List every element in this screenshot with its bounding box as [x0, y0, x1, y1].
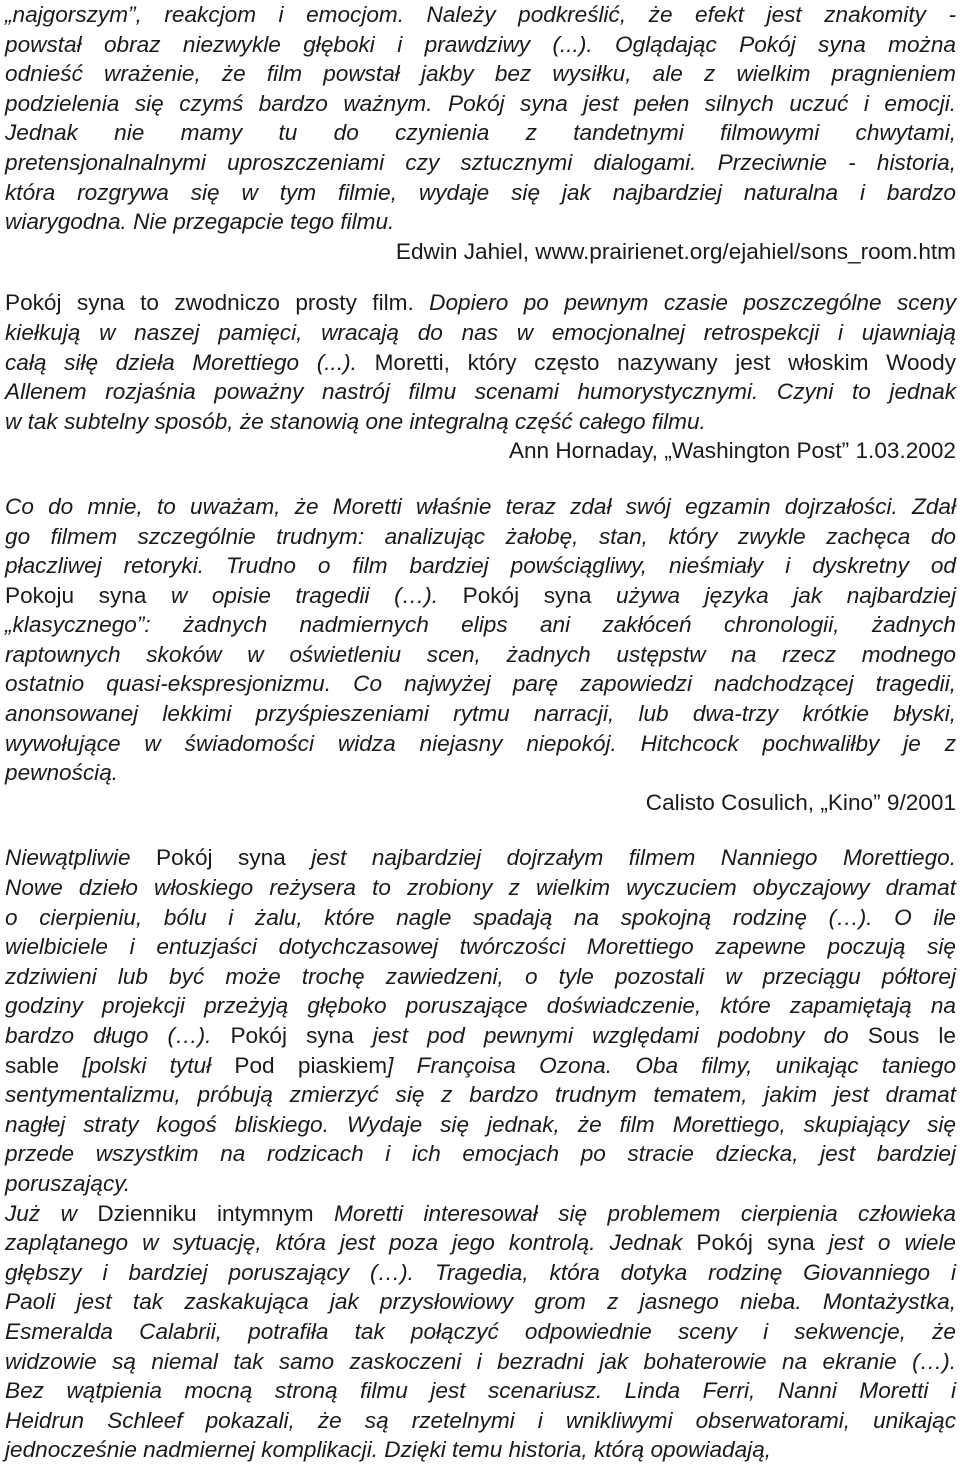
- italic-text: używa języka jak najbardziej: [591, 582, 956, 608]
- title-text: Moretti, który często nazywany jest włoskim Woody: [356, 349, 956, 375]
- title-text: Pokoju syna: [5, 582, 147, 608]
- italic-text: która rozgrywa się w tym filmie, wydaje się jak najbardziej naturalna i bardzo: [5, 179, 956, 205]
- italic-text: sentymentalizmu, próbują zmierzyć się z bardzo trudnym tematem, jakim jest dramat: [5, 1082, 956, 1108]
- italic-text: anonsowanej lekkimi przyśpieszeniami rytmu narracji, lub dwa-trzy krótkie błyski,: [5, 701, 956, 727]
- review-1-source: Edwin Jahiel, www.prairienet.org/ejahiel/sons_room.htm: [395, 238, 956, 264]
- italic-text: „klasycznego”: żadnych nadmiernych elips ani zakłóceń chronologii, żadnych: [5, 612, 956, 638]
- title-text: Dzienniku intymnym: [97, 1200, 314, 1226]
- italic-text: ] Françoisa Ozona. Oba filmy, unikając taniego: [387, 1052, 957, 1078]
- italic-text: raptownych skoków w oświetleniu scen, żadnych ustępstw na rzecz modnego: [5, 641, 956, 667]
- text-line: [5, 0, 956, 30]
- title-text: sable: [5, 1052, 60, 1078]
- text-line: [5, 903, 956, 933]
- text-line: [5, 1080, 956, 1110]
- italic-text: w tak subtelny sposób, że stanowią one integralną część całego filmu.: [5, 408, 706, 434]
- text-line: [5, 59, 956, 89]
- text-line: [5, 318, 956, 348]
- review-3: [5, 492, 956, 788]
- document-page: [5, 0, 956, 1465]
- text-line: [5, 348, 956, 378]
- italic-text: płaczliwej retoryki. Trudno o film bardziej powściągliwy, nieśmiały i dyskretny od: [5, 553, 956, 579]
- italic-text: wielbiciele i entuzjaści dotychczasowej twórczości Morettiego zapewne poczują się: [5, 934, 956, 960]
- review-4: [5, 843, 956, 1198]
- title-text: Pokój syna: [696, 1230, 815, 1256]
- review-3-source: Calisto Cosulich, „Kino” 9/2001: [645, 789, 956, 815]
- text-line: [5, 1376, 956, 1406]
- text-line: [5, 522, 956, 552]
- text-line: [5, 932, 956, 962]
- italic-text: kiełkują w naszej pamięci, wracają do nas w emocjonalnej retrospekcji i ujawniają: [5, 319, 956, 345]
- text-line: [5, 699, 956, 729]
- italic-text: poruszający.: [5, 1170, 131, 1196]
- title-text: Pokój syna to zwodniczo prosty film.: [5, 290, 414, 316]
- text-line: [5, 1169, 956, 1199]
- italic-text: ostatnio quasi-ekspresjonizmu. Co najwyżej parę zapowiedzi nadchodzącej tragedii,: [5, 671, 956, 697]
- text-line: [5, 640, 956, 670]
- italic-text: Moretti interesował się problemem cierpienia człowieka: [313, 1200, 956, 1226]
- text-line: [5, 1139, 956, 1169]
- text-line: [5, 492, 956, 522]
- italic-text: [polski tytuł: [59, 1052, 235, 1078]
- text-line: [5, 669, 956, 699]
- italic-text: Już w: [5, 1200, 98, 1226]
- text-line: [5, 1051, 956, 1081]
- italic-text: Allenem rozjaśnia poważny nastrój filmu scenami humorystycznymi. Czyni to jednak: [5, 379, 956, 405]
- italic-text: podzielenia się czymś bardzo ważnym. Pokój syna jest pełen silnych uczuć i emocji.: [5, 90, 956, 116]
- text-line: [5, 377, 956, 407]
- text-line: [5, 1110, 956, 1140]
- italic-text: Co do mnie, to uważam, że Moretti właśnie teraz zdał swój egzamin dojrzałości. Zdał: [5, 493, 956, 519]
- text-line: [5, 991, 956, 1021]
- italic-text: zaplątanego w sytuację, która jest poza jego kontrolą. Jednak: [5, 1230, 697, 1256]
- text-line: [5, 1287, 956, 1317]
- text-line: [5, 30, 956, 60]
- italic-text: przede wszystkim na rodzicach i ich emocjach po stracie dziecka, jest bardziej: [5, 1141, 956, 1167]
- text-line: [5, 1406, 956, 1436]
- italic-text: wiarygodna. Nie przegapcie tego filmu.: [5, 209, 395, 235]
- italic-text: w opisie tragedii (…).: [146, 582, 463, 608]
- text-line: [5, 843, 956, 873]
- italic-text: Paoli jest tak zaskakująca jak przysłowiowy grom z jasnego nieba. Montażystka,: [5, 1289, 956, 1315]
- italic-text: odnieść wrażenie, że film powstał jakby bez wysiłku, ale z wielkim pragnieniem: [5, 61, 956, 87]
- text-line: [5, 873, 956, 903]
- text-line: [5, 407, 956, 437]
- review-1: [5, 0, 956, 237]
- italic-text: głębszy i bardziej poruszający (…). Tragedia, która dotyka rodzinę Giovanniego i: [5, 1259, 956, 1285]
- italic-text: nagłej straty kogoś bliskiego. Wydaje się jednak, że film Morettiego, skupiający się: [5, 1111, 956, 1137]
- text-line: [5, 1199, 956, 1229]
- italic-text: Dopiero po pewnym czasie poszczególne sceny: [413, 290, 957, 316]
- text-line: [5, 207, 956, 237]
- italic-text: pewnością.: [5, 760, 119, 786]
- text-line: [5, 581, 956, 611]
- text-line: [5, 89, 956, 119]
- italic-text: Bez wątpienia mocną stroną filmu jest scenariusz. Linda Ferri, Nanni Moretti i: [5, 1378, 956, 1404]
- text-line: [5, 178, 956, 208]
- text-line: [5, 148, 956, 178]
- italic-text: Esmeralda Calabrii, potrafiła tak połączyć odpowiednie sceny i sekwencje, że: [5, 1318, 956, 1344]
- text-line: [5, 118, 956, 148]
- italic-text: widzowie są niemal tak samo zaskoczeni i bezradni jak bohaterowie na ekranie (…).: [5, 1348, 956, 1374]
- review-5: [5, 1199, 956, 1465]
- italic-text: Jednak nie mamy tu do czynienia z tandetnymi filmowymi chwytami,: [5, 120, 956, 146]
- title-text: Pod piaskiem: [234, 1052, 388, 1078]
- text-line: [5, 758, 956, 788]
- italic-text: o cierpieniu, bólu i żalu, które nagle spadają na spokojną rodzinę (…). O ile: [5, 904, 956, 930]
- italic-text: zdziwieni lub być może trochę zawiedzeni, o tyle pozostali w przeciągu półtorej: [5, 963, 956, 989]
- text-line: [5, 288, 956, 318]
- text-line: [5, 610, 956, 640]
- text-line: [5, 729, 956, 759]
- italic-text: pretensjonalnalnymi uproszczeniami czy sztucznymi dialogami. Przeciwnie - historia,: [5, 149, 956, 175]
- italic-text: jednocześnie nadmiernej komplikacji. Dzięki temu historia, którą opowiadają,: [5, 1437, 772, 1463]
- text-line: [5, 962, 956, 992]
- title-text: Pokój syna: [156, 845, 286, 871]
- title-text: Pokój syna: [462, 582, 592, 608]
- italic-text: Nowe dzieło włoskiego reżysera to zrobiony z wielkim wyczuciem obyczajowy dramat: [5, 875, 956, 901]
- title-text: Pokój syna: [230, 1023, 354, 1048]
- text-line: [5, 1347, 956, 1377]
- text-line: [5, 1228, 956, 1258]
- italic-text: całą siłę dzieła Morettiego (...).: [5, 349, 357, 375]
- italic-text: jest o wiele: [814, 1230, 956, 1256]
- text-line: [5, 1435, 956, 1465]
- text-line: [5, 1021, 956, 1051]
- italic-text: bardzo długo (…).: [5, 1023, 231, 1048]
- italic-text: go filmem szczególnie trudnym: analizując żałobę, stan, który zwykle zachęca do: [5, 523, 956, 549]
- italic-text: jest pod pewnymi względami podobny do: [353, 1023, 868, 1048]
- italic-text: wywołujące w świadomości widza niejasny niepokój. Hitchcock pochwaliłby je z: [5, 730, 956, 756]
- italic-text: powstał obraz niezwykle głęboki i prawdziwy (...). Oglądając Pokój syna można: [5, 31, 956, 57]
- review-2-source: Ann Hornaday, „Washington Post” 1.03.2002: [508, 438, 956, 464]
- italic-text: Niewątpliwie: [5, 845, 157, 871]
- italic-text: „najgorszym”, reakcjom i emocjom. Należy podkreślić, że efekt jest znakomity -: [5, 2, 956, 27]
- text-line: [5, 1317, 956, 1347]
- text-line: [5, 1258, 956, 1288]
- title-text: Sous le: [867, 1023, 956, 1048]
- text-line: [5, 551, 956, 581]
- italic-text: godziny projekcji przeżyją głęboko poruszające doświadczenie, które zapamiętają na: [5, 993, 956, 1019]
- review-2: [5, 288, 956, 436]
- italic-text: jest najbardziej dojrzałym filmem Nanniego Morettiego.: [285, 845, 956, 871]
- italic-text: Heidrun Schleef pokazali, że są rzetelnymi i wnikliwymi obserwatorami, unikając: [5, 1407, 956, 1433]
